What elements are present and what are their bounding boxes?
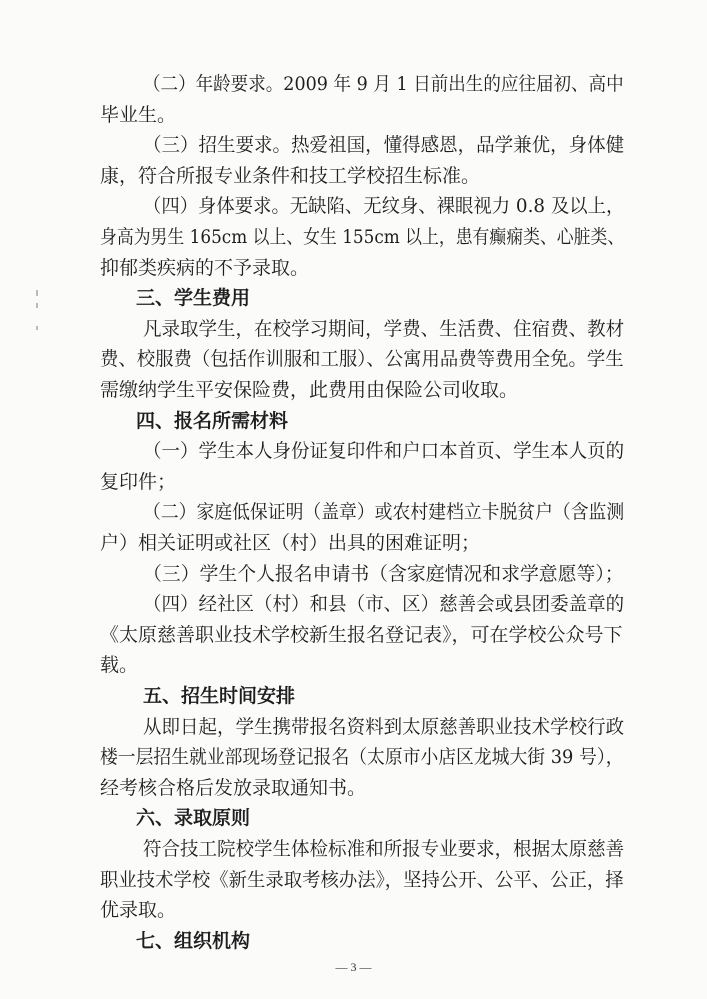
page-number: — 3 — — [335, 960, 372, 974]
paragraph-line: （四）经社区（村）和县（市、区）慈善会或县团委盖章的 — [143, 593, 625, 615]
paragraph-line: 身高为男生 165cm 以上、女生 155cm 以上，患有癫痫类、心脏类、 — [100, 226, 625, 248]
paragraph-line: （二）年龄要求。2009 年 9 月 1 日前出生的应往届初、高中 — [143, 73, 624, 95]
paragraph-line: 符合技工院校学生体检标准和所报专业要求，根据太原慈善 — [143, 838, 625, 860]
section-heading: 五、招生时间安排 — [143, 685, 296, 707]
paragraph-line: 复印件； — [100, 471, 177, 493]
paragraph-line: 康，符合所报专业条件和技工学校招生标准。 — [100, 165, 481, 187]
section-heading: 七、组织机构 — [136, 930, 251, 952]
section-heading: 六、录取原则 — [136, 807, 251, 829]
paragraph-line: 《太原慈善职业技术学校新生报名登记表》，可在学校公众号下 — [100, 624, 623, 646]
paragraph-line: （四）身体要求。无缺陷、无纹身、裸眼视力 0.8 及以上， — [143, 195, 625, 217]
paragraph-line: （二）家庭低保证明（盖章）或农村建档立卡脱贫户（含监测 — [143, 501, 625, 523]
section-heading: 三、学生费用 — [136, 287, 251, 309]
paragraph-line: 经考核合格后发放录取通知书。 — [100, 777, 367, 799]
paragraph-line: 职业技术学校《新生录取考核办法》，坚持公开、公平、公正，择 — [100, 869, 624, 891]
paragraph-line: 楼一层招生就业部现场登记报名（太原市小店区龙城大街 39 号）， — [100, 746, 624, 768]
paragraph-line: 从即日起，学生携带报名资料到太原慈善职业技术学校行政 — [143, 716, 625, 738]
paragraph-line: 费、校服费（包括作训服和工服）、公寓用品费等费用全免。学生 — [100, 348, 624, 370]
paragraph-line: 优录取。 — [100, 899, 177, 921]
binding-mark — [36, 290, 38, 296]
paragraph-line: 毕业生。 — [100, 104, 177, 126]
paragraph-line: 凡录取学生，在校学习期间，学费、生活费、住宿费、教材 — [143, 318, 625, 340]
binding-mark — [36, 303, 38, 308]
paragraph-line: （三）招生要求。热爱祖国，懂得感恩，品学兼优，身体健 — [143, 134, 625, 156]
paragraph-line: 需缴纳学生平安保险费，此费用由保险公司收取。 — [100, 379, 519, 401]
paragraph-line: （一）学生本人身份证复印件和户口本首页、学生本人页的 — [143, 440, 625, 462]
paragraph-line: 户）相关证明或社区（村）出具的困难证明； — [100, 532, 481, 554]
paragraph-line: 载。 — [100, 654, 139, 676]
paragraph-line: 抑郁类疾病的不予录取。 — [100, 257, 310, 279]
binding-mark — [36, 326, 38, 330]
section-heading: 四、报名所需材料 — [136, 410, 289, 432]
paragraph-line: （三）学生个人报名申请书（含家庭情况和求学意愿等）； — [143, 563, 624, 585]
